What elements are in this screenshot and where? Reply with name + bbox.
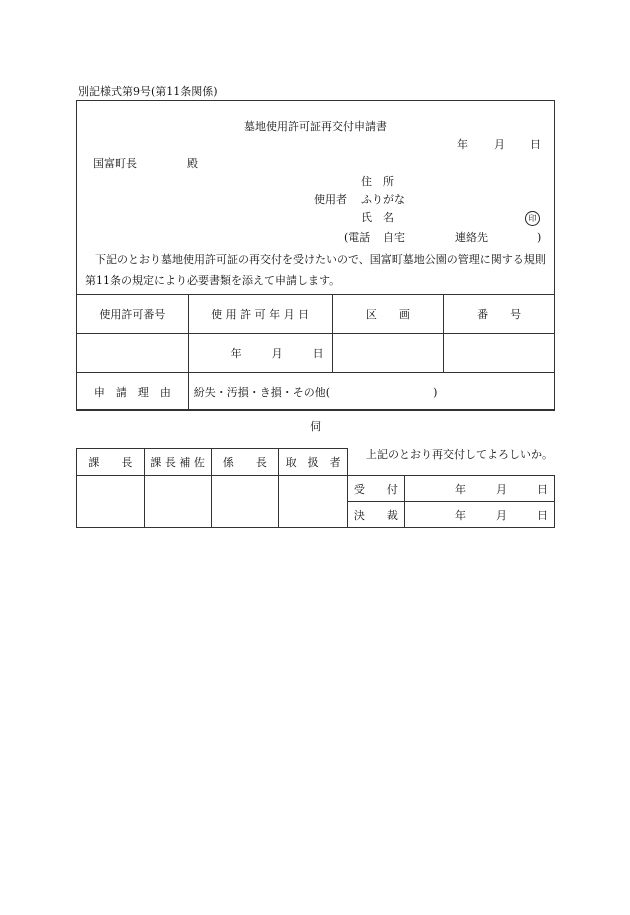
receipt-decision-table xyxy=(347,475,555,528)
permit-date-year: 年 xyxy=(230,347,242,360)
header-unit-chief: 係 長 xyxy=(211,449,279,476)
addressee-honorific: 殿 xyxy=(187,157,198,170)
seal-mark xyxy=(525,211,540,226)
permit-number-cell[interactable] xyxy=(77,334,189,373)
form-title: 墓地使用許可証再交付申請書 xyxy=(244,120,387,133)
header-permit-number: 使用許可番号 xyxy=(77,295,189,334)
receipt-day: 日 xyxy=(537,482,548,496)
decision-month: 月 xyxy=(496,508,507,522)
inquiry-mark: 伺 xyxy=(310,420,321,433)
receipt-month: 月 xyxy=(496,482,507,496)
stamp-assistant-chief[interactable] xyxy=(144,476,211,528)
header-section: 区 画 xyxy=(332,295,444,334)
date-month: 月 xyxy=(494,138,505,151)
permit-date-day: 日 xyxy=(312,347,324,360)
receipt-label: 受 付 xyxy=(348,476,405,502)
header-handler: 取 扱 者 xyxy=(279,449,348,476)
permit-date-month: 月 xyxy=(271,347,283,360)
header-number: 番 号 xyxy=(444,295,555,334)
approval-header-row xyxy=(77,449,348,476)
receipt-row xyxy=(348,476,555,502)
decision-date-cell[interactable] xyxy=(404,502,554,528)
reason-label: 申 請 理 由 xyxy=(77,373,189,411)
details-table xyxy=(76,294,555,411)
decision-label: 決 裁 xyxy=(348,502,405,528)
date-day: 日 xyxy=(530,138,541,151)
reason-options-cell[interactable] xyxy=(188,373,554,411)
number-cell[interactable] xyxy=(444,334,555,373)
decision-day: 日 xyxy=(537,508,548,522)
details-header-row xyxy=(77,295,555,334)
application-form-box xyxy=(76,100,555,410)
phone-close: ) xyxy=(537,231,542,244)
stamp-unit-chief[interactable] xyxy=(211,476,279,528)
furigana-label: ふりがな xyxy=(361,193,405,206)
phone-home-label: 自宅 xyxy=(383,231,405,244)
approval-stamp-table xyxy=(76,448,348,528)
date-year: 年 xyxy=(457,138,468,151)
details-value-row xyxy=(77,334,555,373)
header-assistant-chief: 課 長 補 佐 xyxy=(144,449,211,476)
approval-note: 上記のとおり再交付してよろしいか。 xyxy=(366,448,553,461)
reason-close: ) xyxy=(433,385,438,399)
receipt-date-cell[interactable] xyxy=(404,476,554,502)
applicant-heading: 使用者 xyxy=(314,193,347,206)
decision-row xyxy=(348,502,555,528)
phone-contact-label: 連絡先 xyxy=(455,231,488,244)
name-label: 氏 名 xyxy=(361,211,394,224)
form-label: 別記様式第9号(第11条関係) xyxy=(78,85,218,98)
address-label: 住 所 xyxy=(361,175,394,188)
reason-options: 紛失・汚損・き損・その他( xyxy=(193,385,331,399)
decision-year: 年 xyxy=(455,508,466,522)
permit-date-cell[interactable] xyxy=(188,334,332,373)
stamp-handler[interactable] xyxy=(279,476,348,528)
seal-icon: 印 xyxy=(525,211,540,226)
stamp-section-chief[interactable] xyxy=(77,476,145,528)
application-statement: 下記のとおり墓地使用許可証の再交付を受けたいので、国富町墓地公園の管理に関する規則第11条の規定により必要書類を添えて申請します。 xyxy=(85,253,546,287)
header-permit-date: 使 用 許 可 年 月 日 xyxy=(188,295,332,334)
addressee-name: 国富町長 xyxy=(93,157,137,170)
phone-open: (電話 xyxy=(344,231,371,244)
reason-row xyxy=(77,373,555,411)
section-cell[interactable] xyxy=(332,334,444,373)
header-section-chief: 課 長 xyxy=(77,449,145,476)
approval-stamp-row xyxy=(77,476,348,528)
receipt-year: 年 xyxy=(455,482,466,496)
